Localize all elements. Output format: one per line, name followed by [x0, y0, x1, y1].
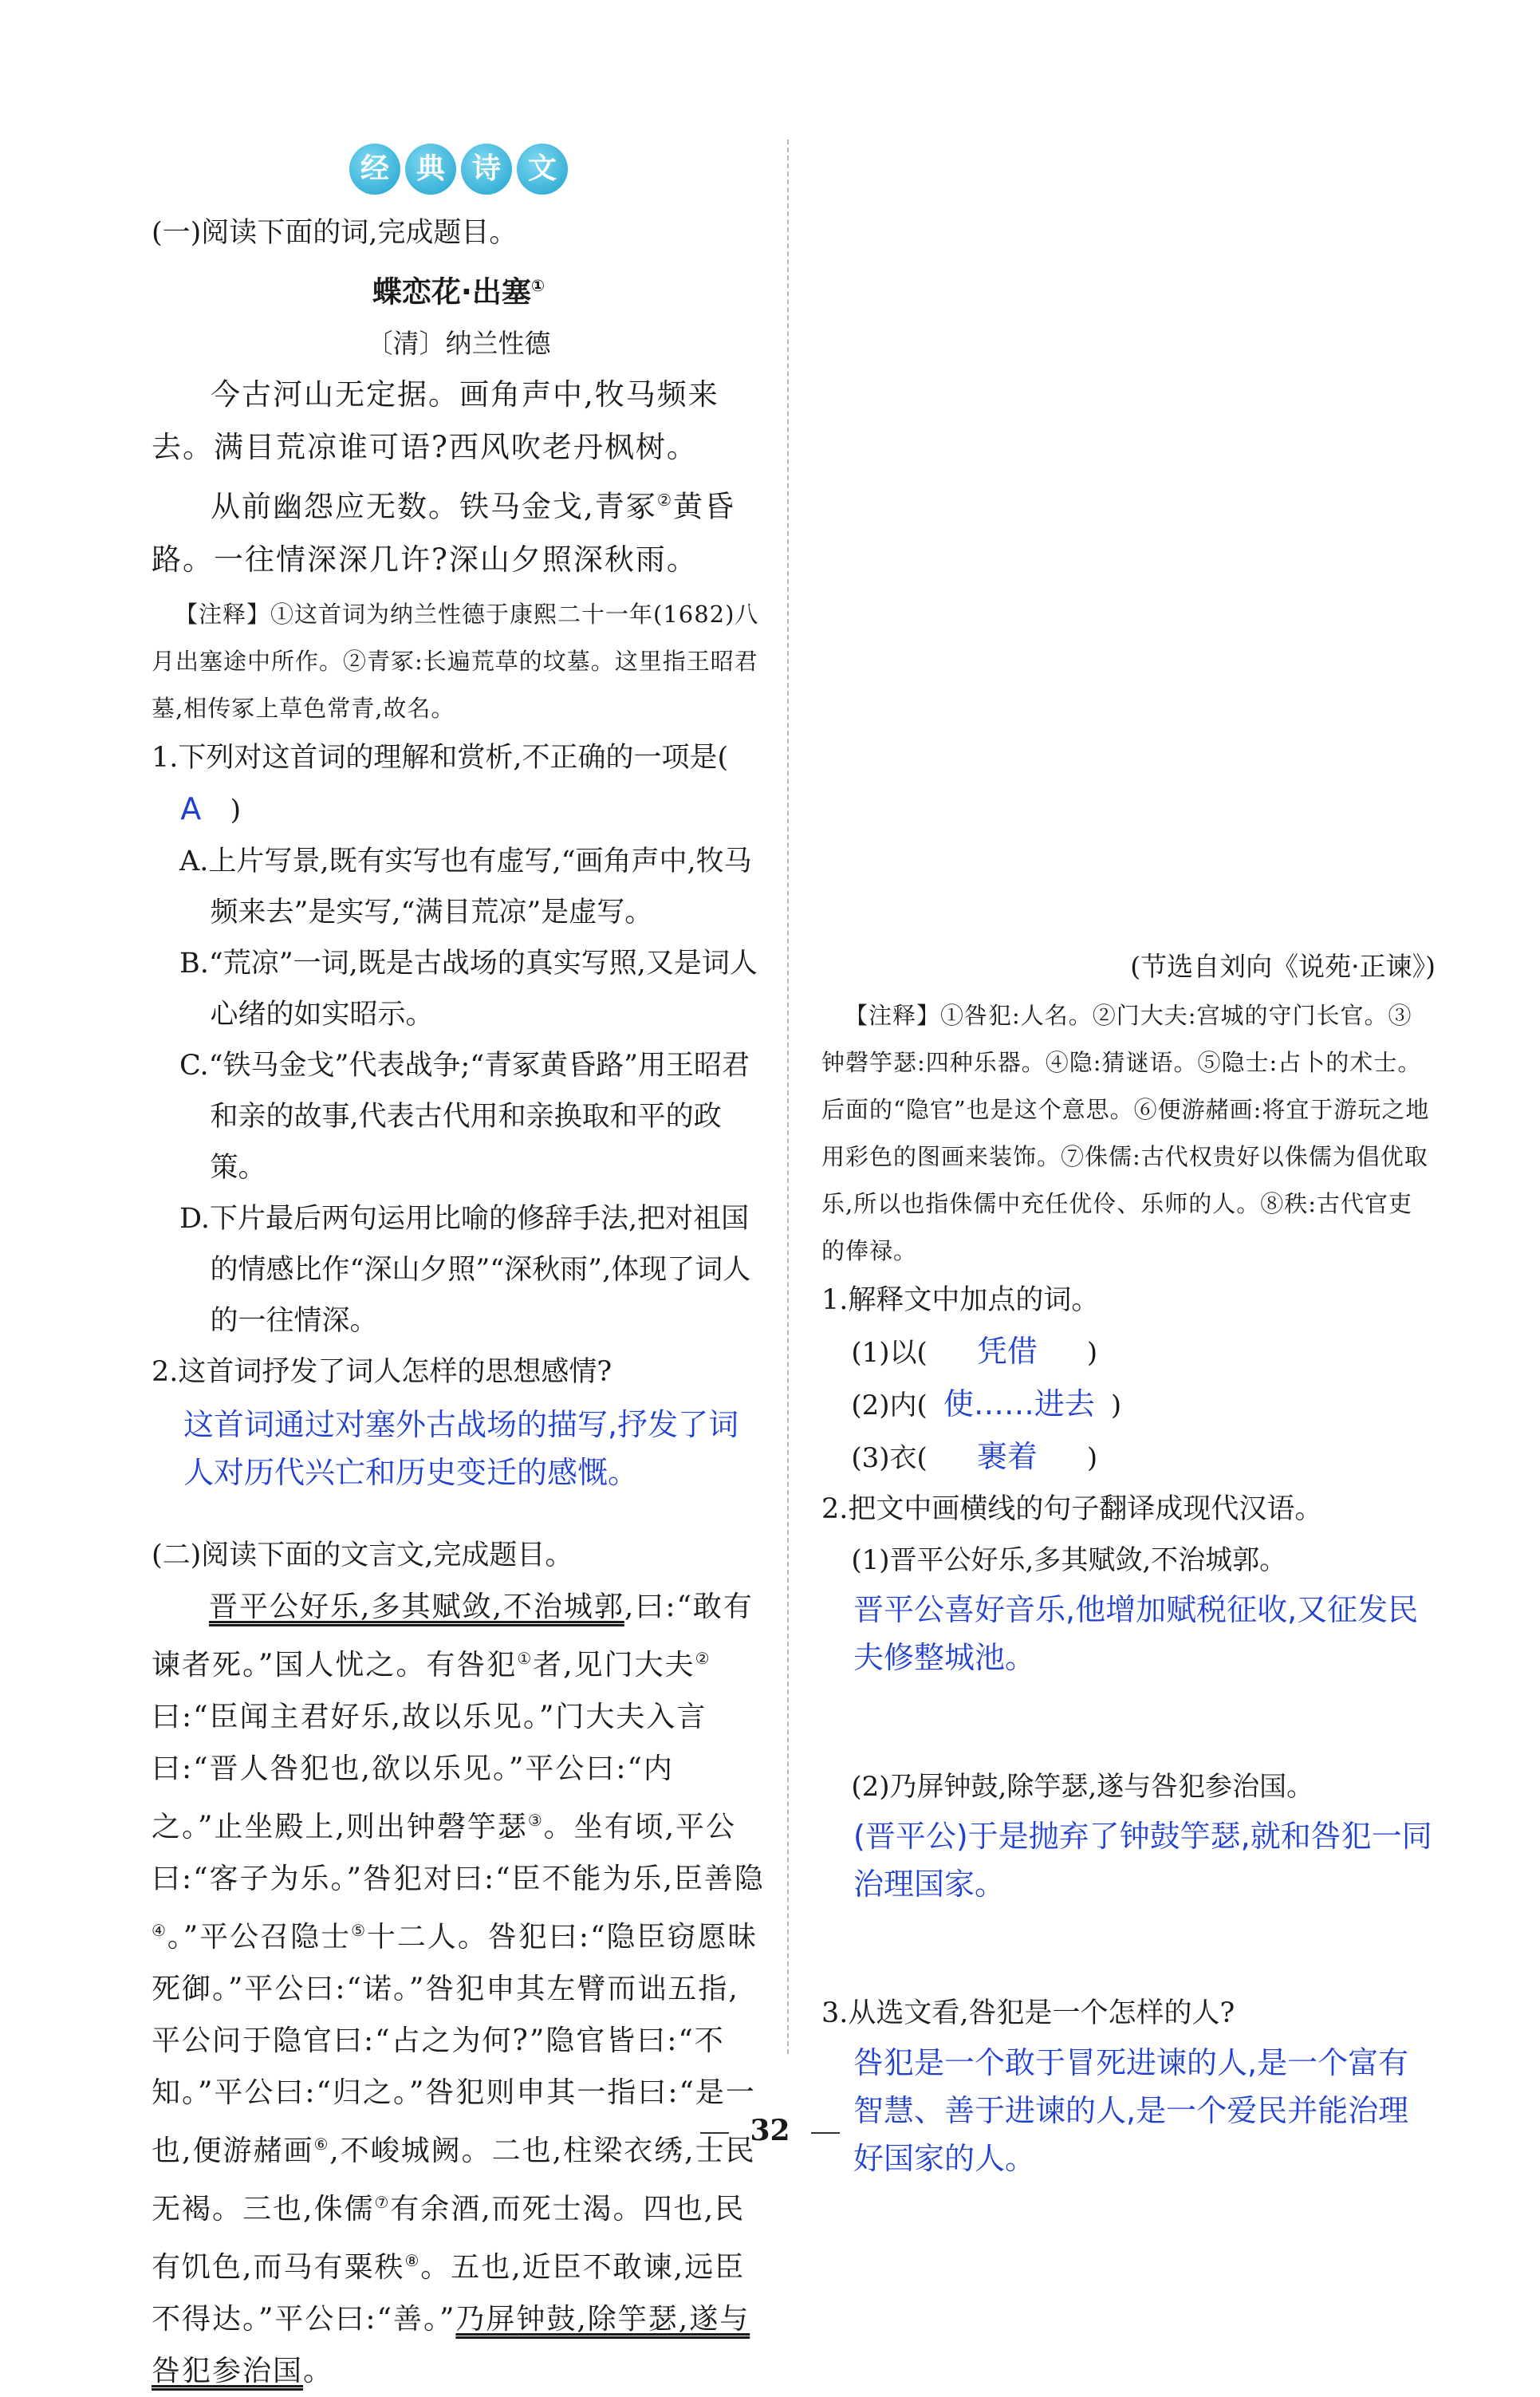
prose-text: 。坐有顷,平公曰:“客子为乐。”咎犯对曰:“臣不能为乐,臣善隐 [152, 1810, 765, 1895]
prose-question-3: 3.从选文看,咎犯是一个怎样的人? [821, 1997, 1235, 2029]
prose-text: 。五也,近臣不敢谏,远臣不得达。”平公曰:“善。” [152, 2250, 746, 2336]
poem-stanza-1: 今古河山无定据。画角声中,牧马频来去。满目荒凉谁可语?西风吹老丹枫树。 [152, 377, 719, 465]
banner-char: 诗 [461, 144, 512, 195]
page-number-dash [700, 2132, 729, 2134]
note-marker: ② [695, 1649, 711, 1668]
prose-source: (节选自刘向《说苑·正谏》) [1130, 951, 1436, 982]
q1-item-3 [821, 1431, 1436, 1484]
stanza2-note: ② [656, 491, 674, 511]
prose-text: 曰:“臣闻主君好乐,故以乐见。”门大夫入言曰:“晋人咎犯也,欲以乐见。”平公曰:“内之。”止坐殿上,则出钟磬竽瑟 [152, 1700, 707, 1843]
q2-sub-1: (1)晋平公好乐,多其赋敛,不治城郭。 [851, 1544, 1287, 1576]
prose-question-1: 1.解释文中加点的词。 [821, 1284, 1100, 1316]
column-divider [787, 140, 789, 2054]
q1-option-c: C.“铁马金戈”代表战争;“青冢黄昏路”用王昭君和亲的故事,代表古代用和亲换取和平的政策。 [179, 1049, 750, 1184]
q1-item-label: (2)内( [851, 1390, 928, 1421]
q1-stem-b: ) [230, 794, 242, 826]
q1-item-close: ) [1110, 1390, 1122, 1421]
prose-text: ,曰:“敢有谏者死。”国人忧之。有咎犯 [152, 1590, 754, 1681]
q1-option-b: B.“荒凉”一词,既是古战场的真实写照,又是词人心绪的如实昭示。 [179, 947, 758, 1031]
left-column [152, 136, 766, 2397]
q1-item-answer: 裹着 [976, 1439, 1038, 1474]
q3-answer: 咎犯是一个敢于冒死进谏的人,是一个富有智慧、善于进谏的人,是一个爱民并能治理好国家的人。 [853, 2045, 1409, 2176]
note-marker: ① [517, 1649, 534, 1668]
page-number [0, 2114, 1540, 2147]
q1-option-a: A.上片写景,既有实写也有虚写,“画角声中,牧马频来去”是实写,“满目荒凉”是虚写。 [179, 845, 752, 928]
q1-item-1 [821, 1326, 1436, 1378]
prose-question-2: 2.把文中画横线的句子翻译成现代汉语。 [821, 1493, 1323, 1525]
prose-text: 。”平公召隐士 [167, 1920, 352, 1953]
q1-option-d: D.下片最后两句运用比喻的修辞手法,把对祖国的情感比作“深山夕照”“深秋雨”,体现了词人的一往情深。 [179, 1202, 751, 1337]
banner-char: 文 [517, 144, 568, 195]
q2-answer: 这首词通过对塞外古战场的描写,抒发了词人对历代兴亡和历史变迁的感慨。 [183, 1406, 739, 1490]
q2-answer-2: (晋平公)于是抛弃了钟鼓竽瑟,就和咎犯一同治理国家。 [853, 1819, 1432, 1902]
prose-text: 者,见门大夫 [533, 1648, 695, 1681]
note-marker: ⑤ [351, 1921, 367, 1940]
stanza2-part-a: 从前幽怨应无数。铁马金戈,青冢 [211, 489, 657, 524]
page-number-text: 32 [750, 2114, 790, 2147]
poem-author: 〔清〕纳兰性德 [366, 328, 551, 360]
q1-item-close: ) [1086, 1442, 1098, 1474]
underlined-sentence-2: 乃屏钟鼓,除竽瑟,遂与咎犯参治国 [152, 2302, 750, 2387]
q1-stem-a: 1.下列对这首词的理解和赏析,不正确的一项是( [152, 741, 729, 774]
note-marker: ⑦ [374, 2193, 391, 2212]
q1-item-label: (3)衣( [851, 1442, 928, 1474]
poem-title-text: 蝶恋花·出塞 [372, 274, 531, 309]
underlined-sentence-1: 晋平公好乐,多其赋敛,不治城郭 [209, 1590, 624, 1623]
prose-text: 十二人。咎犯曰:“隐臣窃愿昧死御。”平公曰:“诺。”咎犯申其左臂而诎五指,平公问于隐官曰:“占之为何?”隐官皆曰:“不知。”平公曰:“归之。”咎犯则申其一指曰:“是一也,便游赭画 [152, 1920, 758, 2167]
note-marker: ⑥ [313, 2135, 330, 2154]
poem-title [152, 258, 766, 319]
right-column [821, 941, 1436, 2182]
page-number-dash [811, 2132, 840, 2134]
section2-heading: (二)阅读下面的文言文,完成题目。 [152, 1539, 573, 1571]
poem-annotation: 【注释】①这首词为纳兰性德于康熙二十一年(1682)八月出塞途中所作。②青冢:长遍荒草的坟墓。这里指王昭君墓,相传冢上草色常青,故名。 [152, 600, 759, 722]
prose-text: ,不峻城阙。二也,柱梁衣绣,士民无褐。三也,侏儒 [152, 2134, 756, 2226]
note-marker: ③ [527, 1811, 544, 1830]
section-banner [152, 144, 766, 195]
banner-char: 经 [349, 144, 400, 195]
poem-title-note: ① [530, 276, 545, 295]
poem-question-2: 2.这首词抒发了词人怎样的思想感情? [152, 1355, 612, 1388]
poem-stanza-2 [152, 474, 766, 585]
q1-item-2 [821, 1378, 1436, 1431]
prose-annotation: 【注释】①咎犯:人名。②门大夫:宫城的守门长官。③钟磬竽瑟:四种乐器。④隐:猜谜语。⑤隐士:占卜的术士。后面的“隐官”也是这个意思。⑥便游赭画:将宜于游玩之地用彩色的图画来装饰。⑦侏儒:古代权贵好以侏儒为倡优取乐,所以也指侏儒中充任优伶、乐师的人。⑧秩:古代官吏的俸禄。 [821, 1002, 1430, 1264]
q2-sub-2: (2)乃屏钟鼓,除竽瑟,遂与咎犯参治国。 [851, 1771, 1314, 1803]
prose-text: 。 [303, 2354, 334, 2387]
poem-question-1 [152, 732, 766, 836]
q1-answer: A [180, 790, 202, 826]
section1-heading: (一)阅读下面的词,完成题目。 [152, 217, 518, 249]
banner-char: 典 [405, 144, 456, 195]
q1-item-answer: 使……进去 [943, 1386, 1095, 1421]
note-marker: ④ [152, 1921, 167, 1940]
q1-item-close: ) [1086, 1337, 1098, 1369]
note-marker: ⑧ [404, 2251, 421, 2270]
prose-text: 有余酒,而死士渴。四也,民有饥色,而马有粟秩 [152, 2192, 746, 2284]
q2-answer-1: 晋平公喜好音乐,他增加赋税征收,又征发民夫修整城池。 [853, 1592, 1419, 1675]
stanza2-part-b: 黄昏路。一往情深深几许?深山夕照深秋雨。 [152, 489, 736, 577]
q1-item-answer: 凭借 [976, 1334, 1038, 1369]
q1-item-label: (1)以( [851, 1337, 928, 1369]
prose-passage-start [152, 1581, 766, 2397]
